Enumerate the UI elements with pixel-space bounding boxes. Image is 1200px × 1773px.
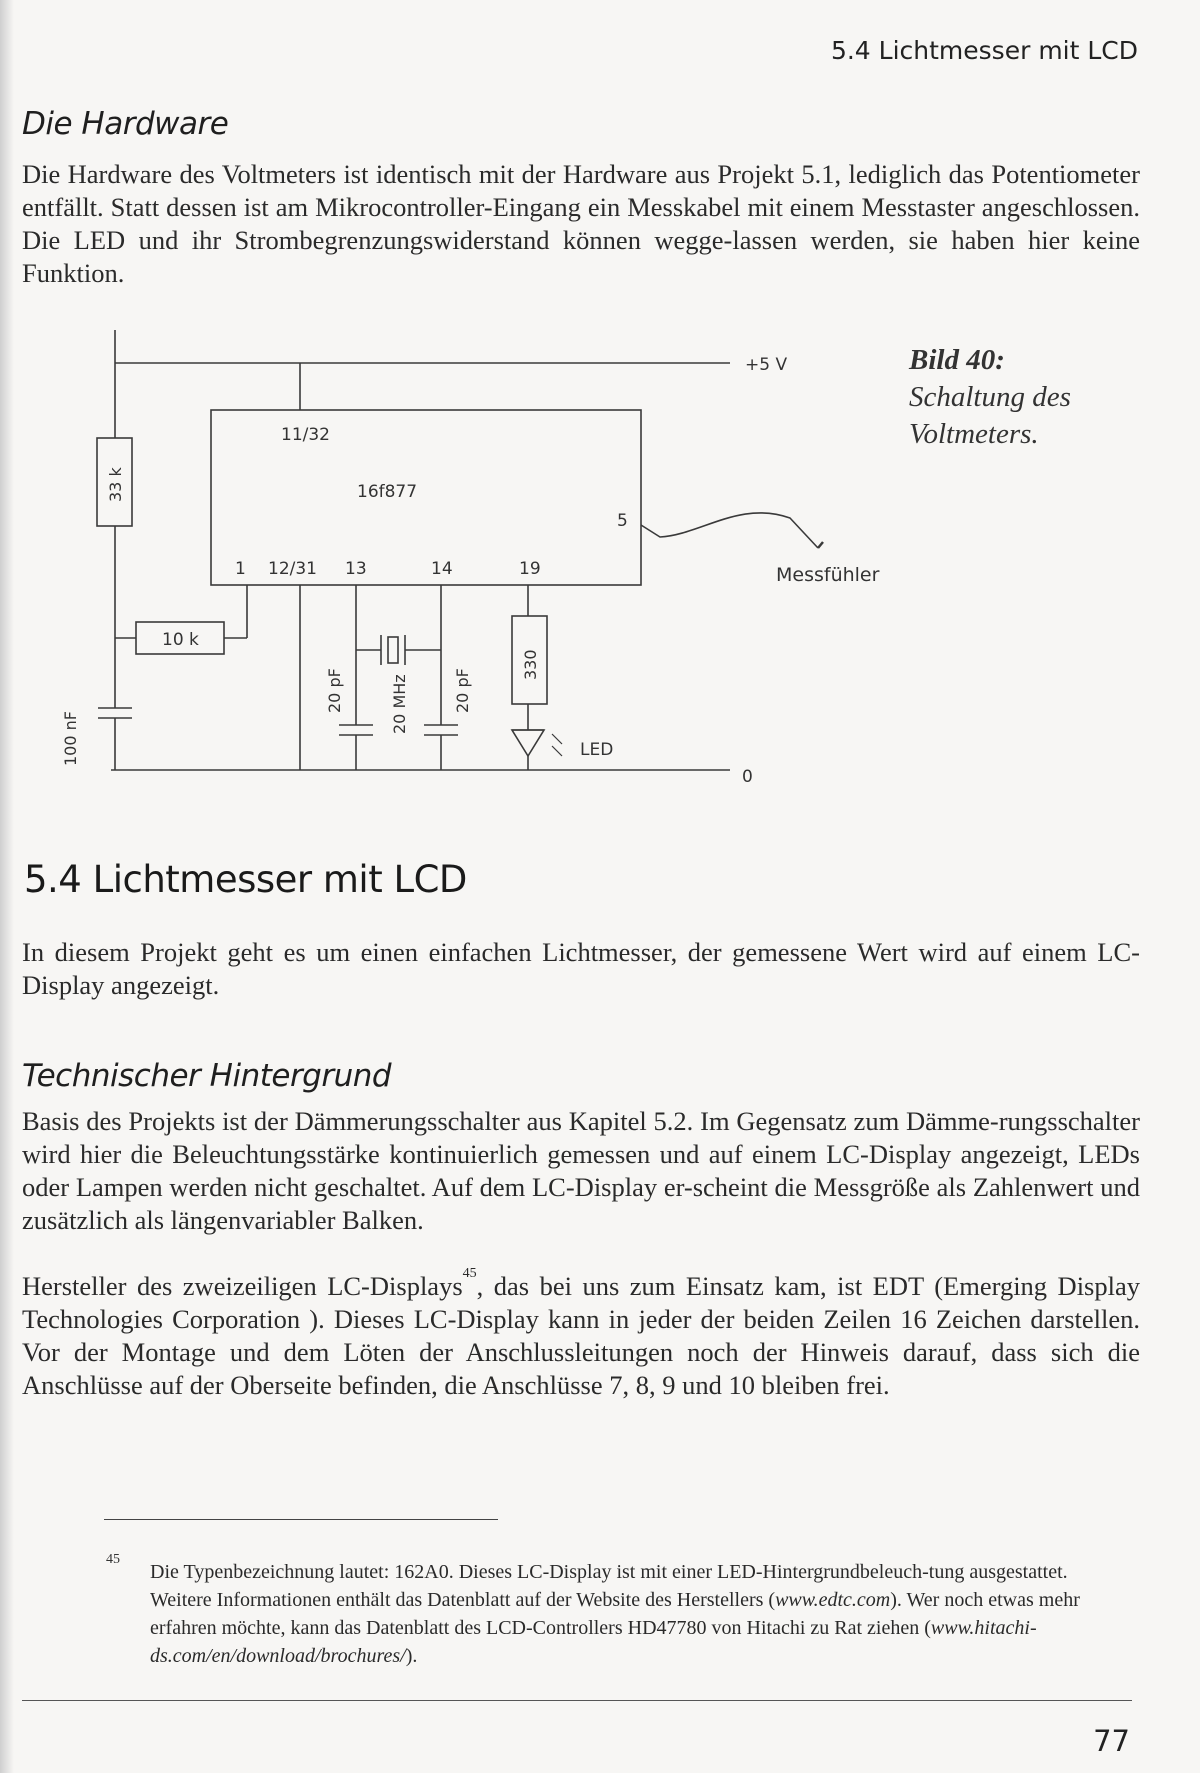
label-pin-vdd: 11/32: [281, 425, 330, 445]
label-r-led: 330: [521, 649, 540, 680]
footnote-text-2: ). Wer noch etwas mehr erfahren möchte, kann das Datenblatt des LCD-Controllers HD47780 von Hitachi zu Rat ziehen (: [150, 1589, 1080, 1639]
paragraph-technical-2: [22, 1266, 1140, 1402]
page-edge-shadow: [0, 0, 14, 1773]
paragraph-technical-2-start: Hersteller des zweizeiligen LC-Displays: [22, 1271, 463, 1301]
led-symbol: [512, 730, 544, 756]
section-title: 5.4 Lichtmesser mit LCD: [24, 858, 467, 901]
footnote-url-hitachi[interactable]: www.hitachi-ds.com/en/download/brochures/: [150, 1617, 1037, 1667]
figure-label: Bild 40:: [909, 344, 1005, 376]
paragraph-technical-2-end: , das bei uns zum Einsatz kam, ist EDT (Emerging Display Technologies Corporation ). Dieses LC-Display kann in jeder der beiden Zeilen 16 Zeichen darstellen. Vor der Montage und dem Löten der Anschlussleitungen noch der Hinweis darauf, dass sich die Anschlüsse auf der Oberseite befinden, die Anschlüsse 7, 8, 9 und 10 bleiben frei.: [22, 1271, 1140, 1400]
bottom-rule: [22, 1700, 1132, 1701]
footnote-url-edtc[interactable]: www.edtc.com: [775, 1589, 891, 1611]
figure-caption-text: Schaltung des Voltmeters.: [909, 381, 1071, 450]
footnote-separator: [104, 1519, 498, 1520]
label-probe: Messfühler: [776, 564, 880, 586]
label-supply: +5 V: [745, 355, 788, 375]
label-c-osc2: 20 pF: [453, 668, 472, 713]
label-r-pullup: 33 k: [106, 467, 125, 502]
page-number: 77: [1093, 1724, 1130, 1758]
label-pin-5: 5: [617, 511, 628, 531]
heading-hardware: Die Hardware: [22, 106, 229, 142]
footnote-text-1: Die Typenbezeichnung lautet: 162A0. Dieses LC-Display ist mit einer LED-Hintergrundbeleuch-tung ausgestattet. Weitere Informationen enthält das Datenblatt auf der Website des Herstellers (: [150, 1561, 1068, 1611]
footnote-number: 45: [106, 1552, 120, 1567]
crystal-body: [388, 637, 398, 663]
label-ground: 0: [742, 767, 753, 787]
paragraph-intro: In diesem Projekt geht es um einen einfachen Lichtmesser, der gemessene Wert wird auf einem LC-Display angezeigt.: [22, 937, 1140, 1000]
running-head: 5.4 Lichtmesser mit LCD: [830, 36, 1138, 65]
paragraph-technical-1: Basis des Projekts ist der Dämmerungsschalter aus Kapitel 5.2. Im Gegensatz zum Dämme-rungsschalter wird hier die Beleuchtungsstärke kontinuierlich gemessen und auf einem LC-Display angezeigt, LEDs oder Lampen werden nicht geschaltet. Auf dem LC-Display er-scheint die Messgröße als Zahlenwert und zusätzlich als längenvariabler Balken.: [22, 1106, 1140, 1235]
probe-wire: [641, 513, 818, 548]
label-c-osc1: 20 pF: [325, 668, 344, 713]
label-pin-19: 19: [519, 559, 541, 579]
label-pin-13: 13: [345, 559, 367, 579]
label-r-reset: 10 k: [162, 630, 199, 650]
circuit-schematic: [0, 330, 900, 790]
label-ic-name: 16f877: [357, 482, 418, 502]
label-pin-vss: 12/31: [268, 559, 317, 579]
footnote-text-3: ).: [405, 1645, 418, 1667]
label-crystal: 20 MHz: [390, 674, 409, 734]
paragraph-hardware: Die Hardware des Voltmeters ist identisch mit der Hardware aus Projekt 5.1, lediglich das Potentiometer entfällt. Statt dessen ist am Mikrocontroller-Eingang ein Messkabel mit einem Messtaster angeschlossen. Die LED und ihr Strombegrenzungswiderstand können wegge-lassen werden, sie haben hier keine Funktion.: [22, 159, 1140, 288]
footnote-reference[interactable]: 45: [462, 1266, 477, 1281]
footnote-text: [150, 1558, 1110, 1670]
label-pin-1: 1: [235, 559, 246, 579]
label-led: LED: [580, 740, 614, 760]
heading-technical: Technischer Hintergrund: [22, 1058, 392, 1094]
label-c-supply: 100 nF: [61, 711, 80, 766]
figure-caption: [909, 342, 1129, 453]
label-pin-14: 14: [431, 559, 453, 579]
